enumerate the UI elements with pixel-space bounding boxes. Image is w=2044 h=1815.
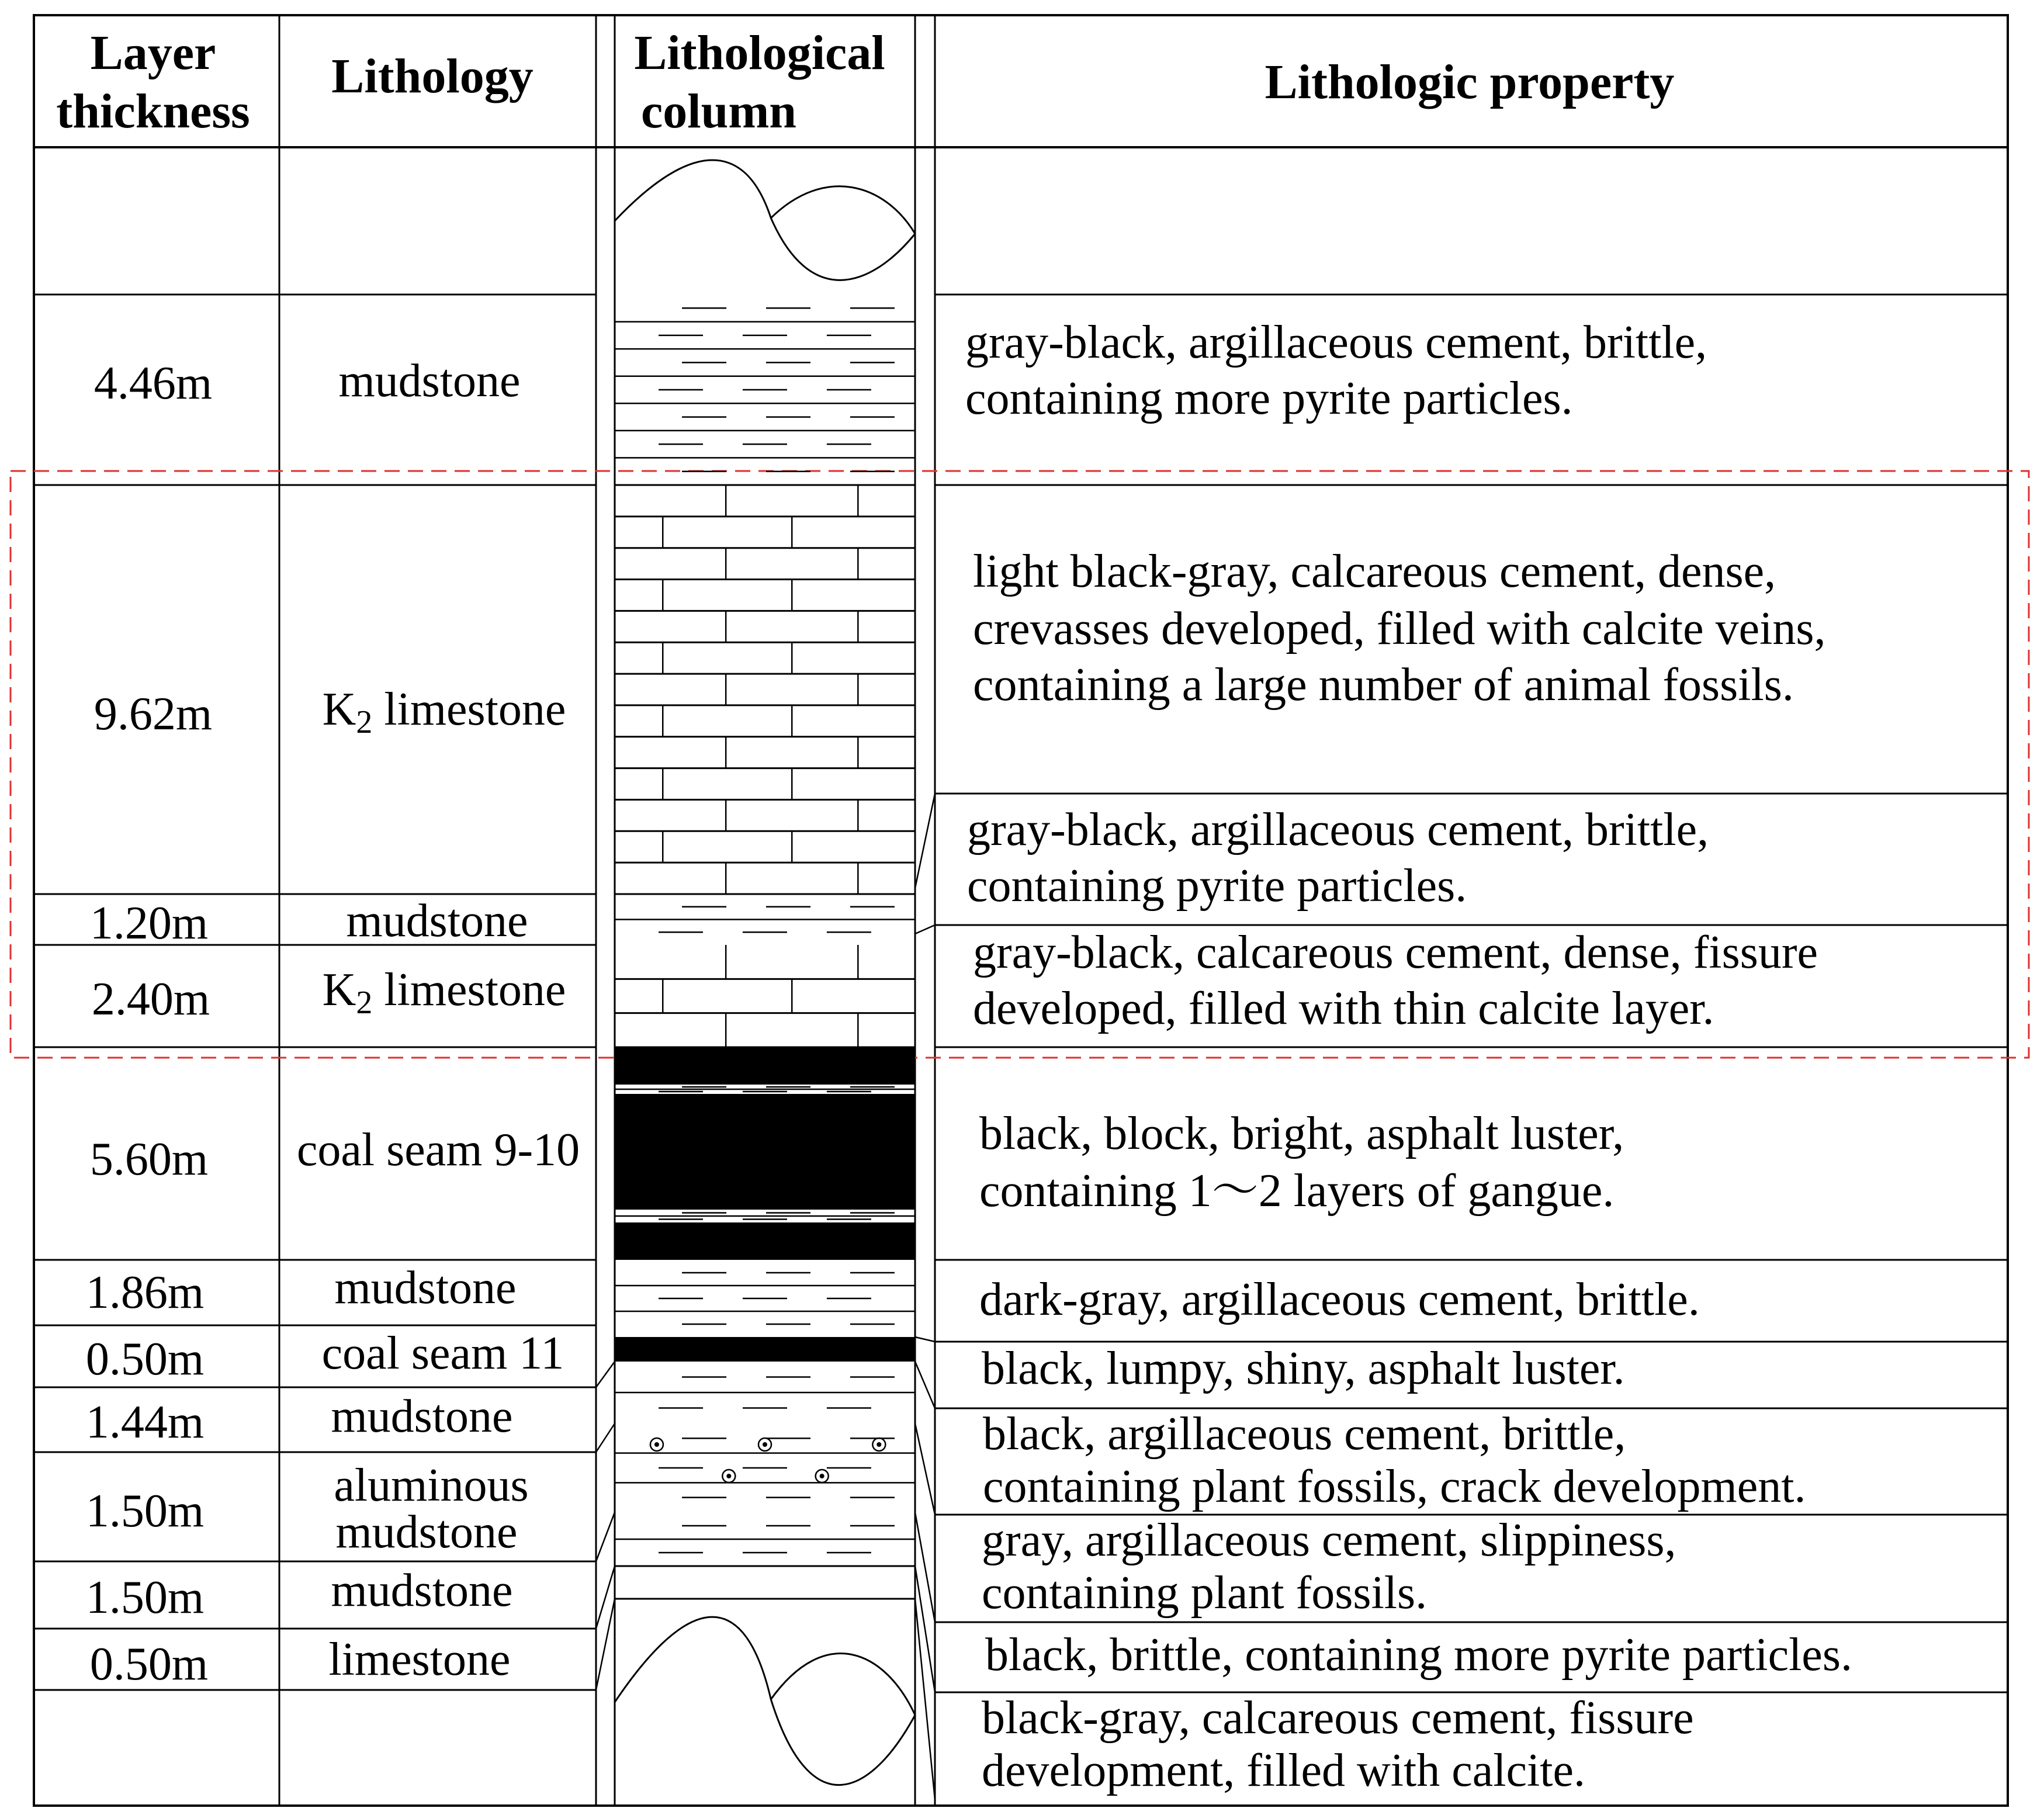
property-text: containing a large number of animal fossils. — [973, 659, 1794, 711]
coal-fill — [615, 1222, 915, 1260]
thickness-cell: 1.44m — [85, 1397, 205, 1448]
thickness-cell: 1.50m — [85, 1572, 205, 1623]
coal-fill — [615, 1047, 915, 1085]
property-text: gray-black, calcareous cement, dense, fissure — [973, 927, 1818, 978]
connector-line — [596, 1566, 615, 1629]
connector-line — [915, 1337, 935, 1342]
header-lithological-column-line1: Lithological — [634, 26, 885, 80]
thickness-cell: 4.46m — [93, 358, 213, 409]
thickness-cell: 2.40m — [91, 974, 210, 1025]
oolite-dot — [820, 1474, 824, 1478]
header-layer-thickness-line2: thickness — [56, 84, 250, 138]
thickness-cell: 1.50m — [85, 1485, 205, 1537]
header-layer-thickness-line1: Layer — [90, 26, 216, 80]
property-text: containing 1～2 layers of gangue. — [979, 1165, 1615, 1217]
lithology-k: K — [322, 964, 356, 1016]
property-text: containing plant fossils. — [982, 1567, 1428, 1619]
lithology-cell: mudstone — [331, 1565, 513, 1616]
property-text: development, filled with calcite. — [982, 1745, 1585, 1796]
thickness-cell: 1.20m — [89, 898, 209, 949]
lithology-cell — [323, 684, 566, 740]
lithological-column — [615, 160, 915, 1785]
connector-line — [915, 925, 935, 934]
lithology-cell: mudstone — [338, 355, 521, 407]
unconformity-wave — [615, 160, 915, 280]
property-text: dark-gray, argillaceous cement, brittle. — [979, 1274, 1700, 1325]
lithology-cell: mudstone — [346, 895, 528, 947]
connector-line — [915, 1512, 935, 1622]
lithology-cell: limestone — [328, 1634, 511, 1685]
lithology-suffix: limestone — [372, 684, 566, 735]
lithology-k: K — [322, 684, 356, 735]
property-text: containing pyrite particles. — [967, 860, 1467, 912]
coal-fill — [615, 1094, 915, 1210]
connector-line — [596, 1362, 615, 1387]
connector-line — [915, 794, 935, 888]
lithology-cell: mudstone — [334, 1262, 517, 1314]
header-lithology: Lithology — [331, 49, 533, 103]
connector-line — [596, 1512, 615, 1561]
connector-line — [596, 1423, 615, 1452]
oolite-dot — [763, 1442, 767, 1447]
connector-line — [915, 1423, 935, 1515]
header-lithological-column-line2: column — [640, 84, 797, 138]
property-text: gray-black, argillaceous cement, brittle, — [967, 804, 1709, 855]
lithology-cell: coal seam 11 — [321, 1328, 564, 1379]
property-text: black, lumpy, shiny, asphalt luster. — [982, 1343, 1625, 1394]
oolite-dot — [726, 1474, 731, 1478]
thickness-cell: 9.62m — [93, 688, 213, 740]
property-text: light black-gray, calcareous cement, dense, — [973, 546, 1776, 597]
property-text: containing plant fossils, crack development. — [983, 1461, 1806, 1512]
property-text: developed, filled with thin calcite layer. — [973, 983, 1714, 1034]
header-lithologic-property: Lithologic property — [1264, 55, 1675, 109]
oolite-dot — [877, 1442, 881, 1447]
lithology-cell: aluminous — [334, 1460, 529, 1511]
property-text: black, block, bright, asphalt luster, — [979, 1108, 1624, 1159]
unconformity-wave — [615, 1617, 915, 1785]
property-text: containing more pyrite particles. — [965, 373, 1573, 424]
lithology-cell: coal seam 9-10 — [296, 1124, 580, 1176]
coal-fill — [615, 1337, 915, 1362]
property-text: black, brittle, containing more pyrite particles. — [985, 1629, 1852, 1681]
oolite-dot — [654, 1442, 659, 1447]
property-text: crevasses developed, filled with calcite veins, — [973, 603, 1826, 654]
property-text: gray-black, argillaceous cement, brittle, — [965, 317, 1707, 368]
connector-line — [915, 1362, 935, 1408]
lithology-subscript: 2 — [356, 704, 373, 740]
thickness-cell: 5.60m — [89, 1134, 209, 1185]
thickness-cell: 1.86m — [85, 1267, 205, 1318]
thickness-cell: 0.50m — [85, 1333, 205, 1385]
lithology-cell: mudstone — [331, 1391, 513, 1442]
lithology-subscript: 2 — [356, 985, 373, 1021]
connector-line — [596, 1599, 615, 1690]
thickness-cell: 0.50m — [89, 1639, 209, 1690]
property-text: black, argillaceous cement, brittle, — [983, 1408, 1626, 1460]
lithology-suffix: limestone — [372, 964, 566, 1016]
property-text: gray, argillaceous cement, slippiness, — [982, 1515, 1676, 1566]
property-text: black-gray, calcareous cement, fissure — [982, 1692, 1694, 1744]
lithology-cell — [323, 964, 566, 1021]
lithology-cell: mudstone — [335, 1506, 518, 1558]
